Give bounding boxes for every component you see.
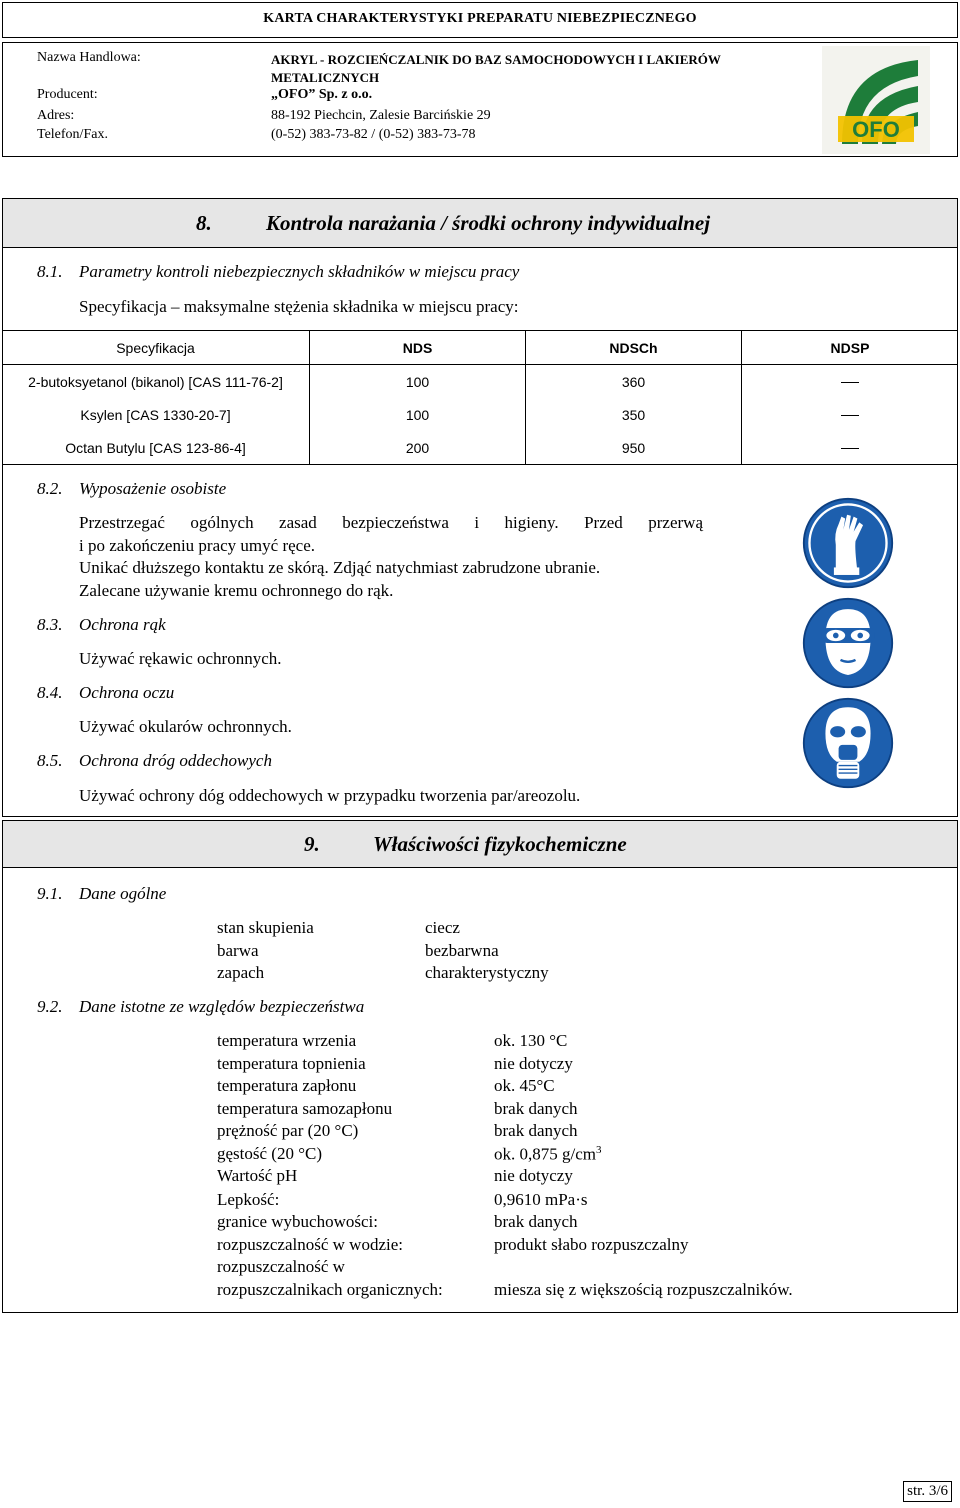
property-value [494, 1144, 602, 1165]
dash-mark [841, 415, 859, 416]
s83-title: Ochrona rąk [79, 615, 166, 634]
trade-name-value: AKRYL - ROZCIEŃCZALNIK DO BAZ SAMOCHODOWYCH I LAKIERÓW [271, 52, 721, 67]
property-value: 0,9610 mPa·s [494, 1190, 588, 1209]
property-label: gęstość (20 °C) [217, 1144, 323, 1163]
col-header-ndsch: NDSCh [526, 331, 742, 365]
cell-nds: 100 [310, 365, 526, 399]
s83-number: 8.3. [37, 615, 63, 634]
property-value: miesza się z większością rozpuszczalników. [494, 1280, 793, 1299]
cell-nds: 200 [310, 431, 526, 465]
page-number: str. 3/6 [903, 1481, 952, 1502]
property-label: rozpuszczalność w [217, 1257, 345, 1276]
general-label: zapach [217, 963, 265, 982]
section9-number: 9. [304, 832, 320, 856]
s84-number: 8.4. [37, 683, 63, 702]
property-label: rozpuszczalność w wodzie: [217, 1235, 403, 1254]
table-header-row [2, 331, 958, 365]
general-label: barwa [217, 941, 259, 960]
section9-heading: Właściwości fizykochemiczne [373, 832, 627, 856]
cell-ndsch: 360 [526, 365, 742, 399]
property-value: nie dotyczy [494, 1054, 573, 1073]
table-row [2, 365, 958, 399]
address-value: 88-192 Piechcin, Zalesie Barcińskie 29 [271, 108, 491, 123]
s92-number: 9.2. [37, 997, 63, 1016]
table-row [2, 431, 958, 465]
section8-number: 8. [196, 211, 212, 235]
density-exponent: 3 [596, 1144, 602, 1156]
property-value: ok. 130 °C [494, 1031, 568, 1050]
s82-line-2: i po zakończeniu pracy umyć ręce. [79, 536, 315, 555]
logo-text: OFO [852, 117, 900, 142]
cell-ndsp [742, 365, 959, 399]
property-label: temperatura topnienia [217, 1054, 366, 1073]
property-label: temperatura zapłonu [217, 1076, 357, 1095]
trade-name-label: Nazwa Handlowa: [37, 50, 141, 65]
property-label: Lepkość: [217, 1190, 280, 1209]
property-label: rozpuszczalnikach organicznych: [217, 1280, 443, 1299]
s82-line-1: Przestrzegać ogólnych zasad bezpieczeństwa i higieny. Przed przerwą [79, 513, 703, 532]
ofo-logo [822, 46, 930, 154]
property-value: produkt słabo rozpuszczalny [494, 1235, 689, 1254]
s82-number: 8.2. [37, 479, 63, 498]
phone-value: (0-52) 383-73-82 / (0-52) 383-73-78 [271, 127, 476, 142]
s81-number: 8.1. [37, 262, 63, 281]
producer-value: „OFO” Sp. z o.o. [271, 87, 373, 102]
s92-title: Dane istotne ze względów bezpieczeństwa [79, 997, 365, 1016]
general-value: charakterystyczny [425, 963, 549, 982]
property-value: brak danych [494, 1099, 578, 1118]
property-value: ok. 45°C [494, 1076, 555, 1095]
s85-text: Używać ochrony dóg oddechowych w przypadku tworzenia par/areozolu. [79, 786, 581, 805]
gloves-icon [801, 496, 895, 590]
cell-ndsp [742, 398, 959, 431]
trade-name-value-cont: METALICZNYCH [271, 70, 380, 85]
producer-label: Producent: [37, 87, 98, 102]
col-header-ndsp: NDSP [742, 331, 959, 365]
cell-nds: 100 [310, 398, 526, 431]
document-title: KARTA CHARAKTERYSTYKI PREPARATU NIEBEZPIECZNEGO [263, 11, 697, 26]
address-label: Adres: [37, 108, 75, 123]
s91-title: Dane ogólne [79, 884, 167, 903]
s84-text: Używać okularów ochronnych. [79, 717, 292, 736]
s84-title: Ochrona oczu [79, 683, 175, 702]
property-label: Wartość pH [217, 1166, 298, 1185]
dash-mark [841, 382, 859, 383]
cell-ndsch: 350 [526, 398, 742, 431]
general-value: bezbarwna [425, 941, 499, 960]
col-header-nds: NDS [310, 331, 526, 365]
density-value: ok. 0,875 g/cm [494, 1144, 596, 1164]
s82-title: Wyposażenie osobiste [79, 479, 227, 498]
cell-substance: Octan Butylu [CAS 123-86-4] [2, 431, 310, 465]
property-label: prężność par (20 °C) [217, 1121, 359, 1140]
cell-ndsp [742, 431, 959, 465]
property-value: brak danych [494, 1212, 578, 1231]
goggles-icon [801, 596, 895, 690]
s85-number: 8.5. [37, 751, 63, 770]
general-label: stan skupienia [217, 918, 314, 937]
table-row [2, 398, 958, 431]
phone-label: Telefon/Fax. [37, 127, 108, 142]
cell-substance: Ksylen [CAS 1330-20-7] [80, 406, 231, 423]
general-value: ciecz [425, 918, 460, 937]
s85-title: Ochrona dróg oddechowych [79, 751, 272, 770]
s82-line-4: Zalecane używanie kremu ochronnego do rąk. [79, 581, 394, 600]
property-label: temperatura samozapłonu [217, 1099, 393, 1118]
property-label: granice wybuchowości: [217, 1212, 378, 1231]
cell-ndsch: 950 [526, 431, 742, 465]
dash-mark [841, 448, 859, 449]
property-value: nie dotyczy [494, 1166, 573, 1185]
exposure-limits-table [2, 330, 958, 465]
s83-text: Używać rękawic ochronnych. [79, 649, 282, 668]
s81-spec: Specyfikacja – maksymalne stężenia składnika w miejscu pracy: [79, 297, 519, 316]
s91-number: 9.1. [37, 884, 63, 903]
col-header-spec: Specyfikacja [2, 331, 310, 365]
section8-heading: Kontrola narażania / środki ochrony indywidualnej [266, 211, 711, 235]
cell-substance: 2-butoksyetanol (bikanol) [CAS 111-76-2] [28, 373, 283, 390]
property-label: temperatura wrzenia [217, 1031, 357, 1050]
property-value: brak danych [494, 1121, 578, 1140]
s82-line-3: Unikać dłuższego kontaktu ze skórą. Zdjąć natychmiast zabrudzone ubranie. [79, 558, 601, 577]
s81-title: Parametry kontroli niebezpiecznych składników w miejscu pracy [79, 262, 520, 281]
respirator-icon [801, 696, 895, 790]
